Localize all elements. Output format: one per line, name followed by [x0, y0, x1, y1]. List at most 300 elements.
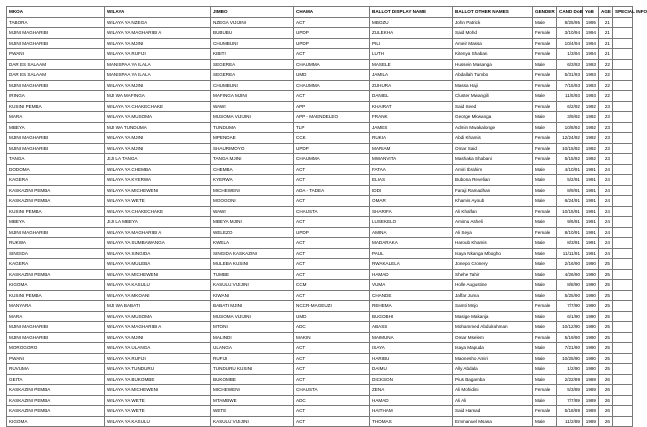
- table-cell: TUMBE: [211, 269, 294, 280]
- table-cell: 1992: [583, 154, 599, 165]
- table-cell: [613, 164, 633, 175]
- table-cell: KIWANI: [211, 290, 294, 301]
- table-cell: 6/2/92: [557, 101, 583, 112]
- table-cell: [613, 311, 633, 322]
- table-cell: Male: [533, 185, 557, 196]
- table-cell: Male: [533, 290, 557, 301]
- table-row: [7, 164, 633, 175]
- table-cell: [613, 196, 633, 207]
- table-row: [7, 374, 633, 385]
- table-cell: [613, 322, 633, 333]
- table-cell: 23: [599, 112, 613, 123]
- table-cell: 1991: [583, 175, 599, 186]
- table-cell: KIGOMA: [7, 416, 105, 427]
- table-cell: 1990: [583, 343, 599, 354]
- table-cell: 25: [599, 332, 613, 343]
- table-row: [7, 101, 633, 112]
- table-cell: 24: [599, 164, 613, 175]
- table-cell: 1991: [583, 227, 599, 238]
- table-cell: WILAYA YA MAGHARIBI A: [105, 28, 211, 39]
- table-cell: Male: [533, 416, 557, 427]
- table-cell: [613, 154, 633, 165]
- table-row: [7, 38, 633, 49]
- table-cell: FATAA: [370, 164, 453, 175]
- table-cell: APP - MAENDELEO: [294, 112, 370, 123]
- table-cell: 5/19/90: [557, 332, 583, 343]
- table-cell: ADA - TADEA: [294, 185, 370, 196]
- table-cell: Maonesho Amiri: [453, 353, 533, 364]
- table-cell: ACT: [294, 353, 370, 364]
- table-cell: 8/10/91: [557, 227, 583, 238]
- table-cell: WILAYA YA MICHEWENI: [105, 269, 211, 280]
- table-cell: 26: [599, 406, 613, 417]
- table-cell: [613, 175, 633, 186]
- table-cell: WAWI: [211, 206, 294, 217]
- table-row: [7, 280, 633, 291]
- table-cell: Male: [533, 164, 557, 175]
- table-cell: Hussein Masanga: [453, 59, 533, 70]
- table-cell: 1990: [583, 311, 599, 322]
- table-cell: KAGERA: [7, 175, 105, 186]
- table-cell: 3/10/94: [557, 28, 583, 39]
- table-cell: 1993: [583, 80, 599, 91]
- table-cell: ACT: [294, 49, 370, 60]
- table-cell: 25: [599, 364, 613, 375]
- table-cell: 1995: [583, 17, 599, 28]
- table-cell: 10/15/92: [557, 143, 583, 154]
- table-cell: 1990: [583, 332, 599, 343]
- table-cell: 25: [599, 311, 613, 322]
- table-cell: 8/25/95: [557, 17, 583, 28]
- table-cell: 1990: [583, 301, 599, 312]
- table-cell: 5/25/90: [557, 290, 583, 301]
- table-cell: Female: [533, 332, 557, 343]
- table-cell: DICKSON: [370, 374, 453, 385]
- table-cell: 22: [599, 59, 613, 70]
- table-cell: ACT: [294, 343, 370, 354]
- table-cell: Male: [533, 269, 557, 280]
- table-cell: SINGIDA: [7, 248, 105, 259]
- table-row: [7, 28, 633, 39]
- table-cell: WILAYA YA CHEMBA: [105, 164, 211, 175]
- table-cell: BUKOMBE: [211, 374, 294, 385]
- table-cell: [613, 259, 633, 270]
- table-cell: Mashaka Shabani: [453, 154, 533, 165]
- table-cell: 2/16/90: [557, 259, 583, 270]
- column-header: CAND DoB: [557, 7, 583, 18]
- table-cell: Pius Bagamba: [453, 374, 533, 385]
- candidate-table: [6, 6, 647, 427]
- table-cell: 26: [599, 385, 613, 396]
- table-cell: KWELA: [211, 238, 294, 249]
- table-cell: Holle Augustine: [453, 280, 533, 291]
- table-cell: Jonepo Cronery: [453, 259, 533, 270]
- table-cell: Khamis Ayoub: [453, 196, 533, 207]
- table-cell: KUSINI PEMBA: [7, 101, 105, 112]
- table-cell: Said Mohd: [453, 28, 533, 39]
- table-cell: 5/31/93: [557, 70, 583, 81]
- table-row: [7, 269, 633, 280]
- table-cell: [613, 133, 633, 144]
- table-cell: 24: [599, 175, 613, 186]
- table-cell: [613, 280, 633, 291]
- table-cell: ZENA: [370, 385, 453, 396]
- table-cell: John Patrick: [453, 17, 533, 28]
- candidate-sheet: [6, 6, 647, 427]
- table-cell: MULEBA KUSINI: [211, 259, 294, 270]
- table-row: [7, 80, 633, 91]
- table-cell: KASKAZINI PEMBA: [7, 269, 105, 280]
- table-cell: 8/3/91: [557, 238, 583, 249]
- table-cell: Male: [533, 343, 557, 354]
- table-cell: 26: [599, 416, 613, 427]
- table-cell: KASKAZINI PEMBA: [7, 406, 105, 417]
- table-cell: MJI WA TUNDUMA: [105, 122, 211, 133]
- table-cell: 25: [599, 322, 613, 333]
- table-cell: Female: [533, 227, 557, 238]
- table-cell: Faraji Ramadhan: [453, 185, 533, 196]
- table-cell: 12/24/92: [557, 133, 583, 144]
- table-cell: WILAYA YA MULEBA: [105, 259, 211, 270]
- table-cell: 10/15/91: [557, 206, 583, 217]
- table-cell: MWANVITA: [370, 154, 453, 165]
- table-cell: PWANI: [7, 49, 105, 60]
- table-cell: BABATI MJINI: [211, 301, 294, 312]
- table-row: [7, 290, 633, 301]
- table-cell: 21: [599, 49, 613, 60]
- table-cell: UPDP: [294, 28, 370, 39]
- table-cell: Male: [533, 196, 557, 207]
- table-cell: ACT: [294, 416, 370, 427]
- table-cell: MARIAM: [370, 143, 453, 154]
- table-cell: Male: [533, 122, 557, 133]
- table-cell: OMAR: [370, 196, 453, 207]
- table-cell: 1990: [583, 353, 599, 364]
- table-row: [7, 133, 633, 144]
- table-cell: Male: [533, 59, 557, 70]
- table-cell: Male: [533, 322, 557, 333]
- table-cell: ADC: [294, 322, 370, 333]
- table-cell: Bubona Revelian: [453, 175, 533, 186]
- table-cell: KASKAZINI PEMBA: [7, 185, 105, 196]
- table-cell: 23: [599, 154, 613, 165]
- table-cell: 22: [599, 70, 613, 81]
- table-cell: [613, 353, 633, 364]
- table-cell: 10/8/92: [557, 122, 583, 133]
- table-cell: 23: [599, 133, 613, 144]
- table-cell: 1993: [583, 59, 599, 70]
- table-cell: Male: [533, 364, 557, 375]
- table-cell: Amimu Asheli: [453, 217, 533, 228]
- table-cell: CCM: [294, 280, 370, 291]
- table-cell: MAIMUNA: [370, 332, 453, 343]
- table-cell: 24: [599, 206, 613, 217]
- column-header: YoB: [583, 7, 599, 18]
- table-cell: Male: [533, 353, 557, 364]
- table-cell: UMD: [294, 311, 370, 322]
- table-cell: Abdi Khamis: [453, 133, 533, 144]
- table-cell: Emmanuel Msasa: [453, 416, 533, 427]
- table-cell: CCK: [294, 133, 370, 144]
- table-cell: 1990: [583, 280, 599, 291]
- table-cell: WILAYA YA BUKOMBE: [105, 374, 211, 385]
- table-cell: WILAYA YA MICHEWENI: [105, 185, 211, 196]
- table-cell: UPDP: [294, 38, 370, 49]
- table-cell: ACT: [294, 164, 370, 175]
- table-row: [7, 112, 633, 123]
- table-cell: WILAYA YA MUSOMA: [105, 112, 211, 123]
- table-cell: MTONI: [211, 322, 294, 333]
- table-row: [7, 154, 633, 165]
- table-cell: 25: [599, 353, 613, 364]
- table-cell: 1991: [583, 185, 599, 196]
- table-cell: KUSINI PEMBA: [7, 206, 105, 217]
- table-cell: TUNDUMA: [211, 122, 294, 133]
- table-cell: Female: [533, 154, 557, 165]
- table-cell: Female: [533, 38, 557, 49]
- table-cell: 1991: [583, 217, 599, 228]
- table-cell: Male: [533, 311, 557, 322]
- table-cell: PILI: [370, 38, 453, 49]
- table-cell: 1990: [583, 322, 599, 333]
- table-cell: 25: [599, 343, 613, 354]
- table-cell: [613, 290, 633, 301]
- table-cell: Female: [533, 80, 557, 91]
- table-cell: 1994: [583, 38, 599, 49]
- table-cell: SEGEREA: [211, 59, 294, 70]
- table-cell: 7/21/90: [557, 343, 583, 354]
- header-row: [7, 7, 633, 18]
- table-cell: UPDP: [294, 227, 370, 238]
- table-cell: Said Hamad: [453, 406, 533, 417]
- table-cell: [613, 38, 633, 49]
- table-cell: Ali Mohidini: [453, 385, 533, 396]
- table-cell: 1989: [583, 416, 599, 427]
- table-cell: 1989: [583, 385, 599, 396]
- table-cell: 1989: [583, 406, 599, 417]
- table-cell: WILAYA YA MJINI: [105, 133, 211, 144]
- table-cell: 4/26/90: [557, 269, 583, 280]
- table-cell: 24: [599, 185, 613, 196]
- table-cell: ACT: [294, 17, 370, 28]
- table-cell: Haroub Khamis: [453, 238, 533, 249]
- table-cell: UPDP: [294, 143, 370, 154]
- table-cell: Male: [533, 280, 557, 291]
- table-row: [7, 238, 633, 249]
- column-header: CHAMA: [294, 7, 370, 18]
- table-cell: 9/6/91: [557, 217, 583, 228]
- table-cell: 3/9/92: [557, 112, 583, 123]
- table-cell: ACT: [294, 406, 370, 417]
- table-cell: MICHEWENI: [211, 185, 294, 196]
- table-cell: WILAYA YA MJINI: [105, 332, 211, 343]
- table-cell: George Mkwanga: [453, 112, 533, 123]
- table-cell: DAIMU: [370, 364, 453, 375]
- table-cell: MJINI MAGHARIBI: [7, 322, 105, 333]
- table-cell: 6/24/91: [557, 196, 583, 207]
- table-cell: HAMAD: [370, 395, 453, 406]
- table-cell: 5/2/91: [557, 175, 583, 186]
- table-cell: 24: [599, 227, 613, 238]
- table-cell: DODOMA: [7, 164, 105, 175]
- table-cell: CHUMBUNI: [211, 80, 294, 91]
- table-cell: JIJI LA MBEYA: [105, 217, 211, 228]
- table-cell: 5/15/92: [557, 154, 583, 165]
- table-cell: 25: [599, 290, 613, 301]
- table-cell: 7/7/89: [557, 395, 583, 406]
- table-cell: Female: [533, 385, 557, 396]
- table-cell: [613, 343, 633, 354]
- column-header: WILAYA: [105, 7, 211, 18]
- table-cell: DANIEL: [370, 91, 453, 102]
- table-cell: 1990: [583, 364, 599, 375]
- table-cell: 8/8/90: [557, 280, 583, 291]
- table-cell: Male: [533, 259, 557, 270]
- table-cell: PWANI: [7, 353, 105, 364]
- table-cell: 1992: [583, 143, 599, 154]
- table-cell: RWAKALELA: [370, 259, 453, 270]
- table-cell: 11/5/93: [557, 91, 583, 102]
- table-cell: SHAURIMOYO: [211, 143, 294, 154]
- table-cell: Samti Mnjo: [453, 301, 533, 312]
- table-cell: MADARAKA: [370, 238, 453, 249]
- table-cell: WILAYA YA ULANGA: [105, 343, 211, 354]
- table-cell: TANGA MJINI: [211, 154, 294, 165]
- table-cell: 1991: [583, 206, 599, 217]
- table-cell: [613, 416, 633, 427]
- table-cell: ADC: [294, 395, 370, 406]
- table-cell: ACT: [294, 269, 370, 280]
- table-cell: BUGOBHI: [370, 311, 453, 322]
- table-cell: Isaya Nkanga Mbogho: [453, 248, 533, 259]
- table-cell: 1989: [583, 374, 599, 385]
- table-cell: [613, 70, 633, 81]
- table-cell: Massa Haji: [453, 80, 533, 91]
- table-cell: UMD: [294, 70, 370, 81]
- table-cell: CHAUMMA: [294, 154, 370, 165]
- table-cell: MANISPAA YA ILALA: [105, 70, 211, 81]
- table-cell: ACT: [294, 238, 370, 249]
- table-cell: ELIAS: [370, 175, 453, 186]
- table-cell: KAGERA: [7, 259, 105, 270]
- table-cell: WILAYA YA MJINI: [105, 38, 211, 49]
- table-cell: RUVUMA: [7, 364, 105, 375]
- table-cell: WETE: [211, 406, 294, 417]
- table-cell: Amiri Ibrahim: [453, 164, 533, 175]
- table-cell: NCCR-MAGEUZI: [294, 301, 370, 312]
- table-cell: 6/1/90: [557, 311, 583, 322]
- table-cell: [613, 332, 633, 343]
- table-cell: MANISPAA YA ILALA: [105, 59, 211, 70]
- table-cell: ACT: [294, 259, 370, 270]
- table-row: [7, 259, 633, 270]
- table-cell: [613, 217, 633, 228]
- column-header: BALLOT OTHER NAMES: [453, 7, 533, 18]
- table-row: [7, 91, 633, 102]
- table-cell: WILAYA YA MJINI: [105, 143, 211, 154]
- table-cell: CHAUMMA: [294, 80, 370, 91]
- table-row: [7, 311, 633, 322]
- table-cell: IRINGA: [7, 91, 105, 102]
- table-cell: SEGEREA: [211, 70, 294, 81]
- table-cell: DAR ES SALAAM: [7, 59, 105, 70]
- table-cell: Ameir Massa: [453, 38, 533, 49]
- table-cell: [613, 17, 633, 28]
- table-cell: Admin Mwakalonge: [453, 122, 533, 133]
- table-cell: Female: [533, 101, 557, 112]
- table-cell: CHAUSTA: [294, 206, 370, 217]
- table-cell: MASELE: [370, 59, 453, 70]
- table-cell: RUKWA: [7, 238, 105, 249]
- table-cell: 1990: [583, 259, 599, 270]
- table-row: [7, 196, 633, 207]
- table-cell: LUTH: [370, 49, 453, 60]
- table-cell: WILAYA YA MUSOMA: [105, 311, 211, 322]
- table-cell: CHEMBA: [211, 164, 294, 175]
- table-cell: 7/7/90: [557, 301, 583, 312]
- column-header: AGE: [599, 7, 613, 18]
- table-cell: Masige Makanja: [453, 311, 533, 322]
- table-cell: Ali Ali: [453, 395, 533, 406]
- table-cell: TANGA: [7, 154, 105, 165]
- table-cell: MBEYA: [7, 217, 105, 228]
- table-cell: TLP: [294, 122, 370, 133]
- table-cell: JIJI LA TANGA: [105, 154, 211, 165]
- table-cell: WILAYA YA KASULU: [105, 280, 211, 291]
- table-cell: Female: [533, 406, 557, 417]
- table-row: [7, 353, 633, 364]
- table-cell: Male: [533, 112, 557, 123]
- table-cell: WILAYA YA SUMBAWANGA: [105, 238, 211, 249]
- table-cell: 24: [599, 196, 613, 207]
- table-cell: GEITA: [7, 374, 105, 385]
- table-cell: WILAYA YA KASULU: [105, 416, 211, 427]
- table-cell: TUNDURU KUSINI: [211, 364, 294, 375]
- table-cell: [613, 301, 633, 312]
- table-cell: KASKAZINI PEMBA: [7, 196, 105, 207]
- table-cell: 24: [599, 238, 613, 249]
- table-cell: 24: [599, 248, 613, 259]
- table-cell: 11/2/89: [557, 416, 583, 427]
- table-cell: WILAYA YA KYERWA: [105, 175, 211, 186]
- table-cell: MJINI MAGHARIBI: [7, 38, 105, 49]
- table-cell: MUSOMA VIJIJINI: [211, 311, 294, 322]
- table-cell: ZULEKHA: [370, 28, 453, 39]
- table-cell: HAITHAM: [370, 406, 453, 417]
- table-cell: MJI WA BABATI: [105, 301, 211, 312]
- table-cell: 6/3/93: [557, 59, 583, 70]
- table-cell: ACT: [294, 290, 370, 301]
- table-cell: HAMAD: [370, 269, 453, 280]
- table-row: [7, 332, 633, 343]
- column-header: MKOA: [7, 7, 105, 18]
- table-cell: Cluster Mwangili: [453, 91, 533, 102]
- table-cell: Male: [533, 217, 557, 228]
- table-cell: MAKIN: [294, 332, 370, 343]
- table-cell: FRANK: [370, 112, 453, 123]
- table-cell: 11/11/91: [557, 248, 583, 259]
- table-cell: Ali Seya: [453, 227, 533, 238]
- table-cell: Female: [533, 28, 557, 39]
- table-cell: MTAMBWE: [211, 395, 294, 406]
- table-cell: [613, 59, 633, 70]
- table-row: [7, 175, 633, 186]
- table-cell: ACT: [294, 248, 370, 259]
- column-header: JIMBO: [211, 7, 294, 18]
- table-cell: 25: [599, 280, 613, 291]
- table-cell: KIBITI: [211, 49, 294, 60]
- table-cell: MJINI MAGHARIBI: [7, 133, 105, 144]
